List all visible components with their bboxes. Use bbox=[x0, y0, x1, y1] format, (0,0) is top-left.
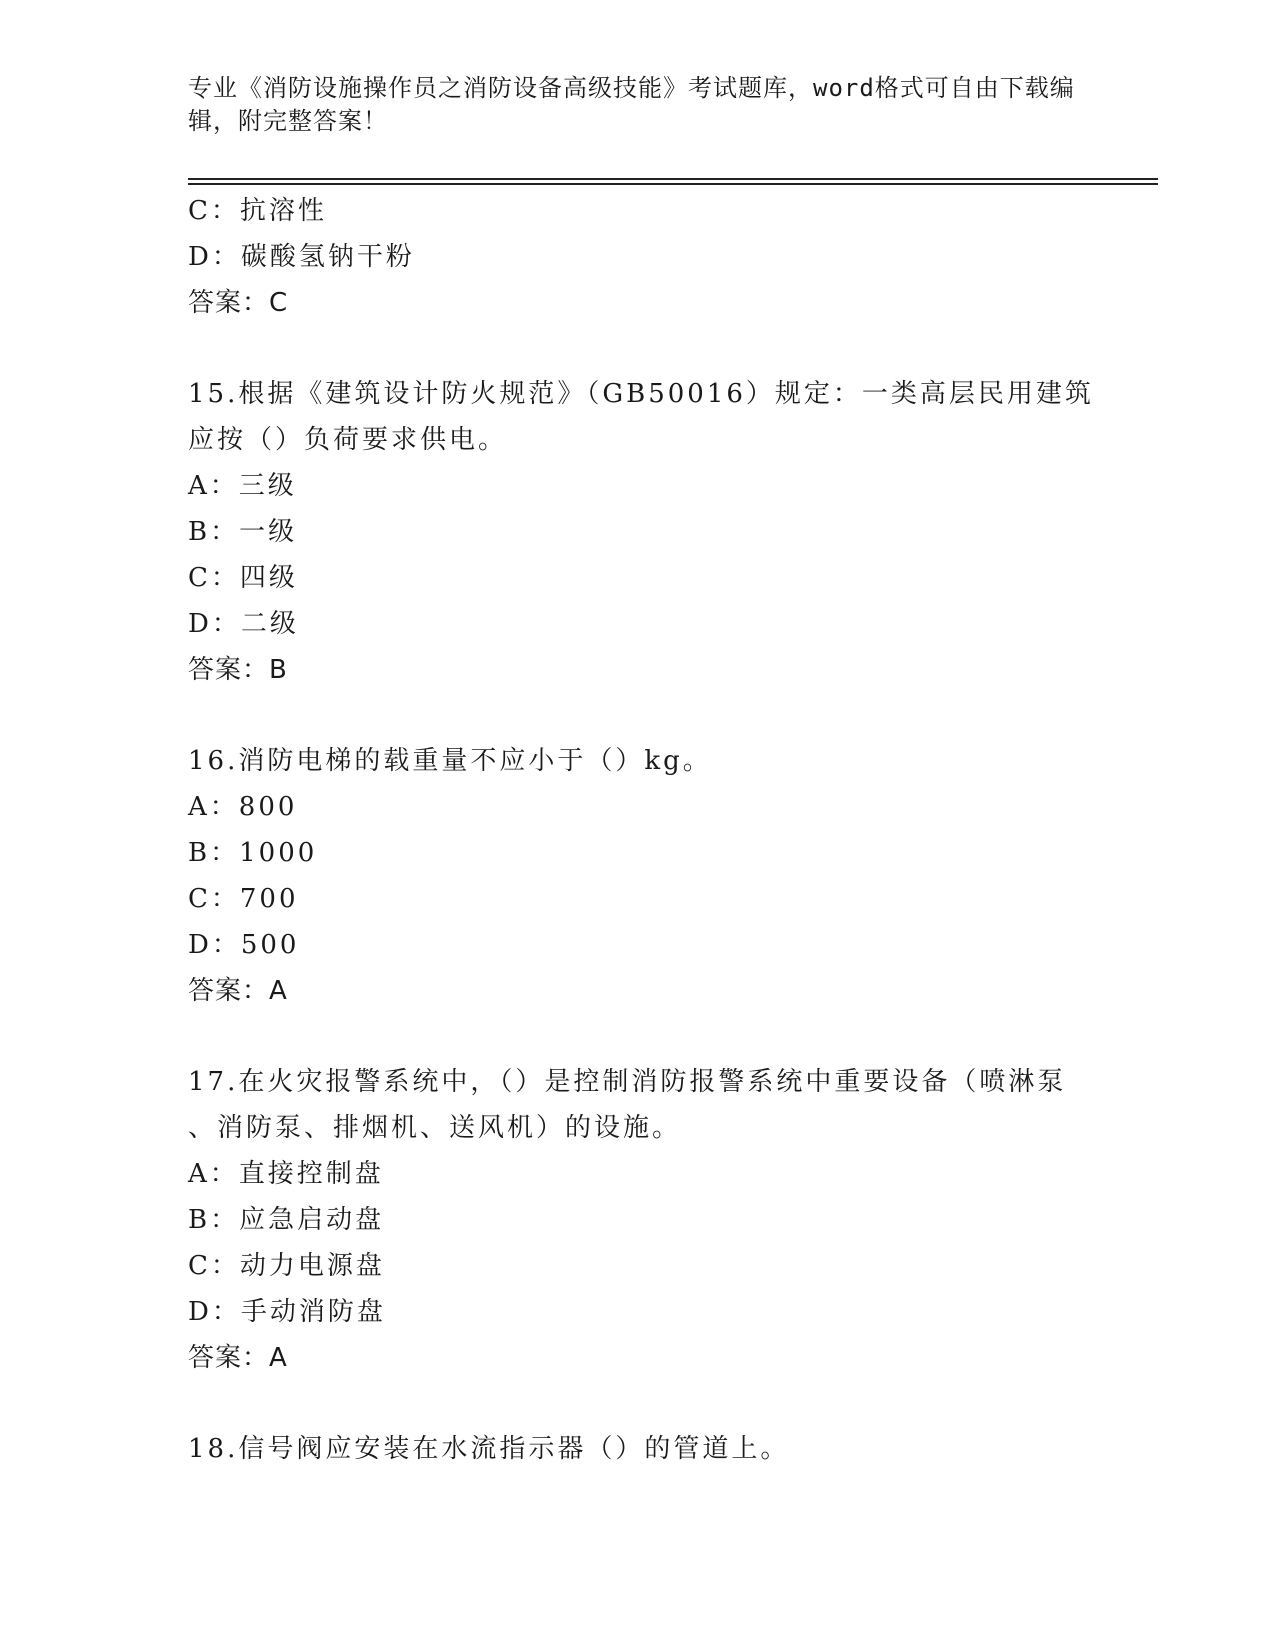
option-a: A：三级 bbox=[188, 471, 297, 501]
header-line-2: 辑，附完整答案！ bbox=[188, 107, 388, 135]
document-header bbox=[188, 72, 1088, 138]
option-d: D：碳酸氢钠干粉 bbox=[188, 242, 415, 272]
option-b: B：一级 bbox=[188, 517, 298, 547]
option-b: B：1000 bbox=[188, 838, 318, 868]
question-stem-line: 16.消防电梯的载重量不应小于（）kg。 bbox=[188, 746, 712, 776]
question-content bbox=[188, 188, 1158, 1472]
option-c: C：抗溶性 bbox=[188, 196, 327, 226]
answer-line: 答案：C bbox=[188, 288, 289, 318]
option-c: C：四级 bbox=[188, 563, 298, 593]
question-16 bbox=[188, 738, 1158, 1014]
question-15 bbox=[188, 371, 1158, 693]
question-gap bbox=[188, 1014, 1158, 1059]
question-gap bbox=[188, 693, 1158, 738]
question-stem-line: 17.在火灾报警系统中，（）是控制消防报警系统中重要设备（喷淋泵 bbox=[188, 1067, 1067, 1097]
option-b: B：应急启动盘 bbox=[188, 1205, 385, 1235]
answer-line: 答案：B bbox=[188, 655, 288, 685]
option-d: D：手动消防盘 bbox=[188, 1297, 386, 1327]
question-stem-line: 应按（）负荷要求供电。 bbox=[188, 425, 508, 455]
header-line-1: 专业《消防设施操作员之消防设备高级技能》考试题库，word格式可自由下载编 bbox=[188, 74, 1075, 102]
option-c: C：700 bbox=[188, 884, 299, 914]
option-a: A：800 bbox=[188, 792, 298, 822]
header-rule-top bbox=[188, 178, 1158, 180]
option-a: A：直接控制盘 bbox=[188, 1159, 384, 1189]
header-rule-bottom bbox=[188, 183, 1158, 185]
question-stem-line: 15.根据《建筑设计防火规范》（GB50016）规定：一类高层民用建筑 bbox=[188, 379, 1094, 409]
question-stem-line: 、消防泵、排烟机、送风机）的设施。 bbox=[188, 1113, 682, 1143]
answer-line: 答案：A bbox=[188, 1343, 288, 1373]
option-d: D：500 bbox=[188, 930, 300, 960]
question-gap bbox=[188, 1381, 1158, 1426]
question-gap bbox=[188, 326, 1158, 371]
previous-question-tail bbox=[188, 188, 1158, 326]
question-17 bbox=[188, 1059, 1158, 1381]
option-d: D：二级 bbox=[188, 609, 299, 639]
question-18 bbox=[188, 1426, 1158, 1472]
question-stem-line: 18.信号阀应安装在水流指示器（）的管道上。 bbox=[188, 1434, 790, 1464]
option-c: C：动力电源盘 bbox=[188, 1251, 385, 1281]
answer-line: 答案：A bbox=[188, 976, 288, 1006]
